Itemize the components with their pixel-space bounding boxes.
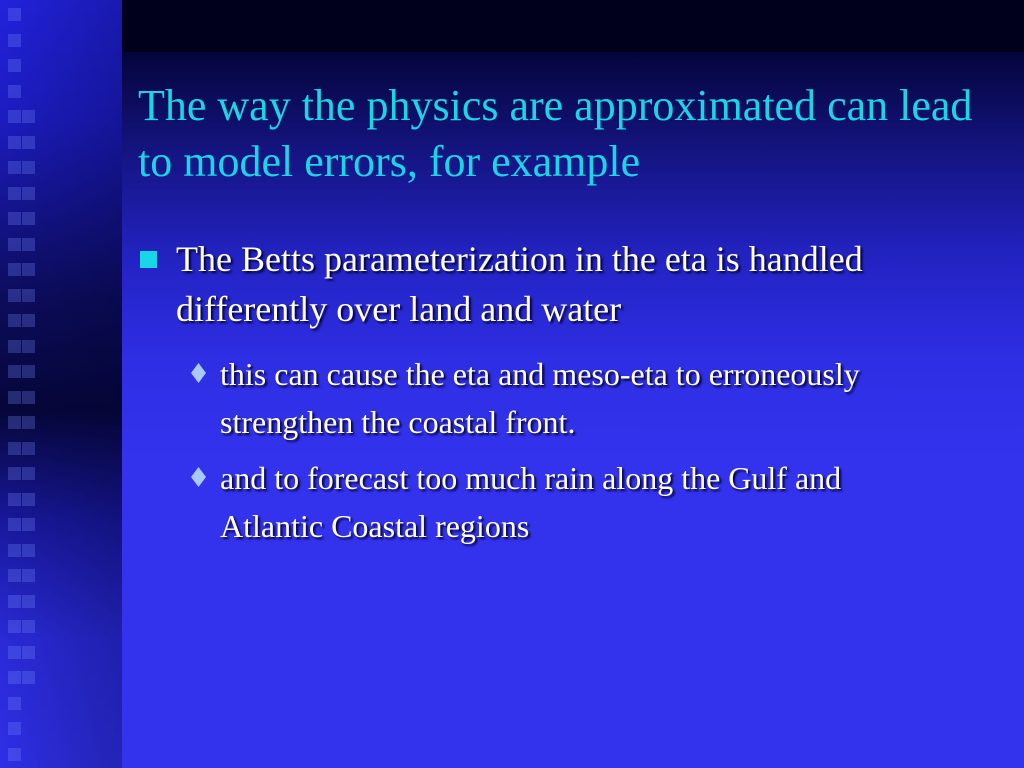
decorative-square (22, 289, 35, 302)
decorative-square (22, 493, 35, 506)
decorative-square (22, 340, 35, 353)
sub-bullet-item (190, 350, 950, 446)
decorative-square (8, 187, 21, 200)
decorative-square (22, 263, 35, 276)
sub-bullet-text: and to forecast too much rain along the Gulf and Atlantic Coastal regions (220, 460, 842, 544)
decorative-square (22, 161, 35, 174)
slide-title: The way the physics are approximated can lead to model errors, for example (138, 81, 973, 186)
bullet-item (140, 234, 940, 334)
decorative-square (8, 110, 21, 123)
decorative-square (8, 493, 21, 506)
sub-bullet-text: this can cause the eta and meso-eta to erroneously strengthen the coastal front. (220, 356, 860, 440)
decorative-square (22, 136, 35, 149)
decorative-square (8, 595, 21, 608)
decorative-square (8, 416, 21, 429)
decorative-square (8, 697, 21, 710)
decorative-square (22, 518, 35, 531)
decorative-square (8, 467, 21, 480)
decorative-square (22, 391, 35, 404)
decorative-square (22, 314, 35, 327)
sub-bullet-item (190, 454, 950, 550)
decorative-square (8, 748, 21, 761)
decorative-square (8, 212, 21, 225)
decorative-square (22, 442, 35, 455)
decorative-square (22, 646, 35, 659)
decorative-square (22, 467, 35, 480)
decorative-square (8, 136, 21, 149)
decorative-square (8, 365, 21, 378)
decorative-square (22, 238, 35, 251)
decorative-square (8, 314, 21, 327)
decorative-square (8, 8, 21, 21)
decorative-square (22, 187, 35, 200)
decorative-square (8, 340, 21, 353)
decorative-square (22, 544, 35, 557)
decorative-square (8, 85, 21, 98)
decorative-square (8, 391, 21, 404)
decorative-square (22, 595, 35, 608)
decorative-square (8, 544, 21, 557)
decorative-square (8, 569, 21, 582)
decorative-square (22, 416, 35, 429)
decorative-square (8, 671, 21, 684)
square-bullet-icon (140, 251, 157, 268)
bullet-text: The Betts parameterization in the eta is handled differently over land and water (176, 239, 863, 329)
decorative-square (22, 569, 35, 582)
decorative-square (8, 263, 21, 276)
diamond-bullet-icon (190, 362, 207, 384)
decorative-square (8, 59, 21, 72)
decorative-square (22, 365, 35, 378)
decorative-square (8, 722, 21, 735)
decorative-square (22, 671, 35, 684)
decorative-square (22, 110, 35, 123)
decorative-square (8, 518, 21, 531)
left-decorative-strip (0, 0, 122, 768)
decorative-square (8, 442, 21, 455)
decorative-square (8, 161, 21, 174)
decorative-square (8, 34, 21, 47)
top-dark-band (122, 0, 1024, 52)
decorative-square (8, 646, 21, 659)
diamond-bullet-icon (190, 466, 207, 488)
decorative-square (8, 620, 21, 633)
decorative-square (8, 238, 21, 251)
decorative-square (22, 212, 35, 225)
decorative-square (22, 620, 35, 633)
decorative-square (8, 289, 21, 302)
